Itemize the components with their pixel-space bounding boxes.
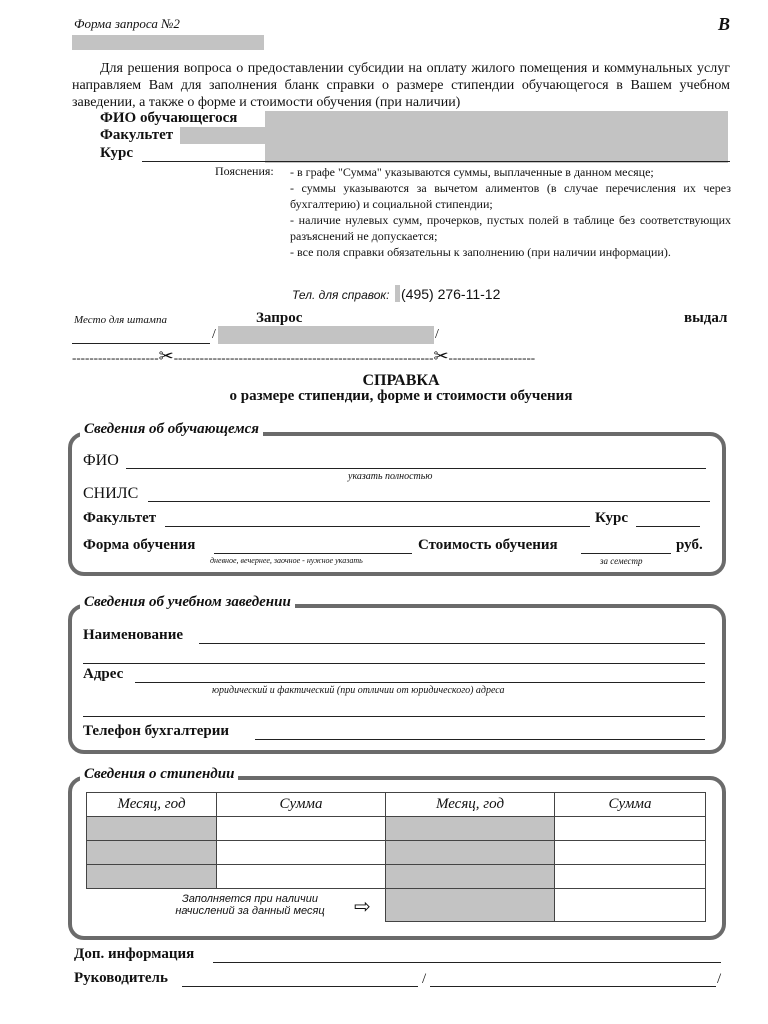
redacted-faculty [180, 127, 270, 144]
head-name-field[interactable] [430, 986, 716, 987]
month-cell [386, 817, 555, 841]
certificate-subtitle: о размере стипендии, форме и стоимости обучения [229, 388, 573, 404]
certificate-title: СПРАВКА [362, 372, 440, 389]
month-cell [87, 817, 217, 841]
notes-label: Пояснения: [215, 164, 274, 178]
redacted-mark [395, 285, 400, 302]
month-cell [386, 889, 555, 922]
sum-cell[interactable] [217, 865, 386, 889]
table-row [87, 817, 706, 841]
stamp-place: Место для штампа [74, 314, 167, 326]
fio-hint: указать полностью [348, 471, 433, 482]
notes-list [290, 164, 731, 260]
institution-name-label: Наименование [83, 627, 183, 643]
sum-cell[interactable] [555, 817, 706, 841]
extra-info-field[interactable] [213, 962, 721, 963]
month-cell [386, 841, 555, 865]
fio-student-label: ФИО обучающегося [100, 110, 238, 126]
cost-label: Стоимость обучения [418, 537, 558, 553]
month-cell [87, 865, 217, 889]
study-form-field[interactable] [214, 553, 412, 554]
note-3: - наличие нулевых сумм, прочерков, пустых полей в таблице без соответствующих разъяснений не допускается; [290, 213, 731, 243]
address-label: Адрес [83, 666, 124, 682]
institution-legend: Сведения об учебном заведении [80, 594, 295, 611]
phone-label: Тел. для справок: [292, 288, 390, 302]
study-form-label: Форма обучения [83, 537, 196, 553]
snils-field[interactable] [148, 501, 710, 502]
slash: / [212, 327, 216, 342]
faculty-field[interactable] [165, 526, 590, 527]
address-hint: юридический и фактический (при отличии от юридического) адреса [212, 685, 505, 696]
col-month-1: Месяц, год [87, 793, 217, 817]
fill-note-line-2: начислений за данный месяц [175, 905, 325, 917]
address-field-2[interactable] [83, 716, 705, 717]
scissors-icon: ✂ [433, 346, 449, 366]
extra-info-label: Доп. информация [74, 946, 195, 962]
corner-letter: В [718, 14, 731, 34]
table-row [87, 865, 706, 889]
slash-3: / [422, 971, 427, 987]
col-sum-2: Сумма [555, 793, 706, 817]
fio-field[interactable] [126, 468, 706, 469]
student-section [68, 432, 726, 576]
fill-note-line-1: Заполняется при наличии [182, 893, 318, 905]
snils-label: СНИЛС [83, 485, 139, 502]
arrow-right-icon: ⇨ [354, 896, 371, 918]
scissors-icon: ✂ [158, 346, 174, 366]
sum-cell[interactable] [555, 865, 706, 889]
course-line [142, 161, 730, 162]
head-signature-field[interactable] [182, 986, 418, 987]
request-label: Запрос [256, 310, 303, 326]
sum-cell[interactable] [555, 841, 706, 865]
sum-cell[interactable] [217, 841, 386, 865]
course-label-top: Курс [100, 145, 134, 161]
head-label: Руководитель [74, 970, 168, 986]
cut-dashes-left: -------------------- [72, 350, 159, 365]
redacted-issuer [218, 326, 434, 344]
request-intro: Для решения вопроса о предоставлении субсидии на оплату жилого помещения и коммунальных услуг направляем Вам для заполнения бланк справки о размере стипендии обучающегося в Вашем учебном заведении, а также о форме и стоимости обучения (при наличии) [72, 61, 730, 110]
sum-cell[interactable] [555, 889, 706, 922]
cost-field[interactable] [581, 553, 671, 554]
col-sum-1: Сумма [217, 793, 386, 817]
cut-line [72, 346, 535, 367]
redacted-block [72, 35, 264, 50]
fio-label: ФИО [83, 452, 119, 469]
table-row [87, 841, 706, 865]
sum-cell[interactable] [217, 817, 386, 841]
redacted-student-data [265, 111, 728, 163]
scholarship-legend: Сведения о стипендии [80, 766, 238, 783]
accounting-phone-field[interactable] [255, 739, 705, 740]
student-legend: Сведения об обучающемся [80, 421, 263, 438]
fill-note [150, 893, 350, 917]
issued-label: выдал [684, 310, 728, 326]
cut-dashes-right: -------------------- [448, 350, 536, 365]
issuer-line-1 [72, 343, 210, 344]
table-header-row [87, 793, 706, 817]
slash-2: / [435, 327, 439, 342]
address-field[interactable] [135, 682, 705, 683]
course-field[interactable] [636, 526, 700, 527]
currency-label: руб. [676, 537, 703, 553]
note-2: - суммы указываются за вычетом алиментов (в случае перечисления их через бухгалтерию) и социальной стипендии; [290, 181, 731, 211]
phone-number: (495) 276-11-12 [401, 286, 501, 302]
cut-dashes-mid: ------------------------------------------------------------ [173, 350, 434, 365]
cost-hint: за семестр [600, 556, 643, 566]
slash-4: / [717, 971, 722, 987]
institution-name-field-2[interactable] [83, 663, 705, 664]
col-month-2: Месяц, год [386, 793, 555, 817]
course-label: Курс [595, 510, 629, 526]
study-form-hint: дневное, вечернее, заочное - нужное указать [210, 556, 363, 565]
note-4: - все поля справки обязательны к заполнению (при наличии информации). [290, 245, 671, 259]
institution-name-field[interactable] [199, 643, 705, 644]
faculty-label: Факультет [83, 510, 157, 526]
faculty-label-top: Факультет [100, 127, 174, 143]
note-1: - в графе "Сумма" указываются суммы, выплаченные в данном месяце; [290, 165, 654, 179]
accounting-phone-label: Телефон бухгалтерии [83, 723, 230, 739]
month-cell [386, 865, 555, 889]
month-cell [87, 841, 217, 865]
form-title: Форма запроса №2 [74, 16, 180, 31]
